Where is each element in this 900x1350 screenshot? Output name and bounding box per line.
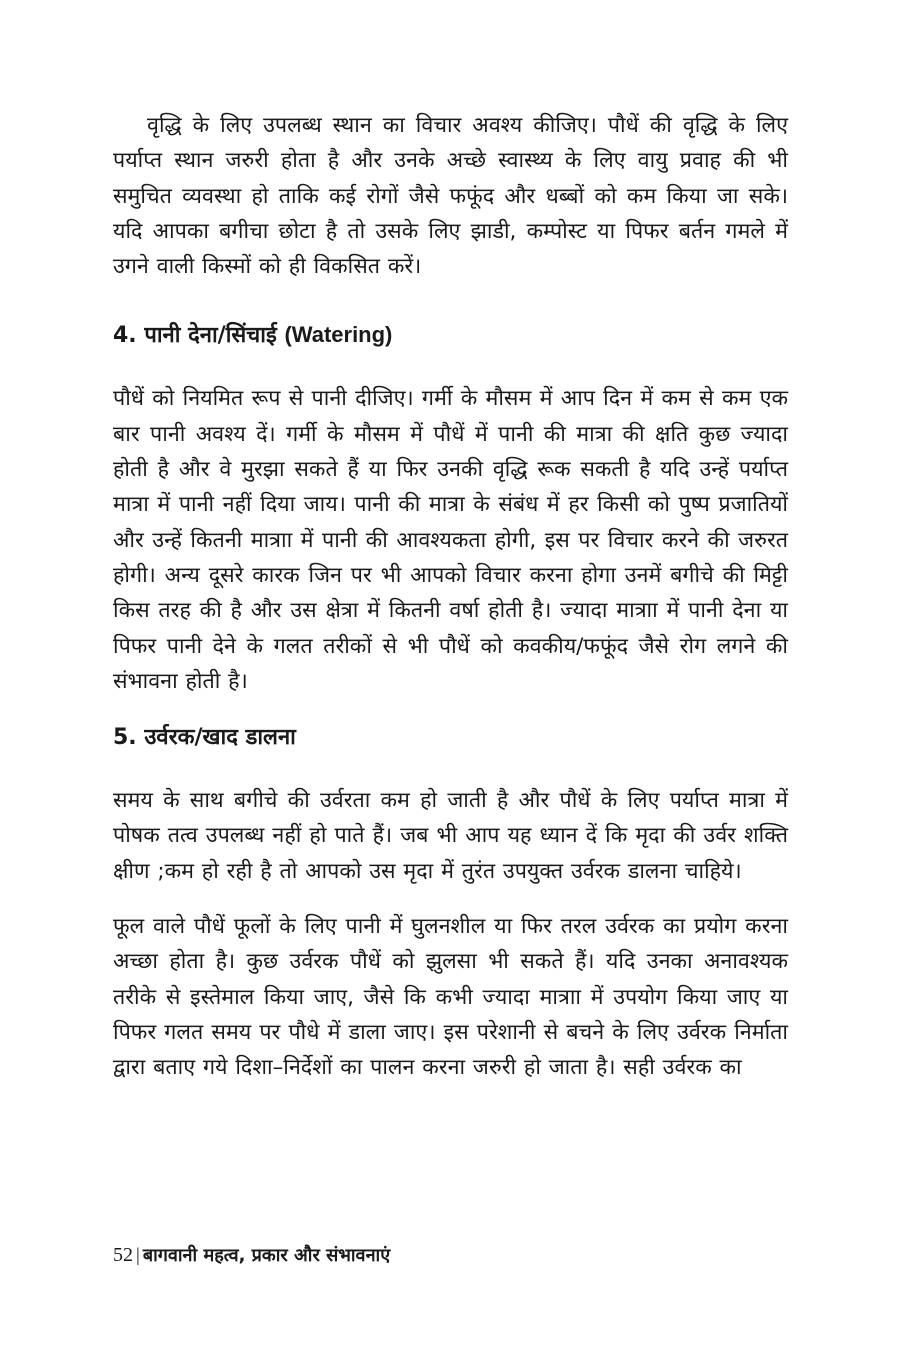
section-heading-fertilizer: 5. उर्वरक/खाद डालना	[113, 725, 296, 751]
book-title: बागवानी महत्व, प्रकार और संभावनाएं	[142, 1245, 391, 1266]
heading-watering-english: (Watering)	[284, 322, 393, 348]
footer-separator: |	[136, 1245, 140, 1266]
page-footer	[113, 1240, 390, 1271]
paragraph-flower-fertilizer: फूल वाले पौधें फूलों के लिए पानी में घुलनशील या फिर तरल उर्वरक का प्रयोग करना अच्छा होता है। कुछ उर्वरक पौधें को झुलसा भी सकते हैं। यदि उनका अनावश्यक तरीके से इस्तेमाल किया जाए, जैसे कि कभी ज्यादा मात्राा में उपयोग किया जाए या पिफर गलत समय पर पौधे में डाला जाए। इस परेशानी से बचने के लिए उर्वरक निर्माता द्वारा बताए गये दिशा–निर्देशों का पालन करना जरुरी हो जाता है। सही उर्वरक का	[113, 914, 788, 1081]
page-number: 52	[113, 1244, 133, 1266]
heading-watering-hindi: 4. पानी देना/सिंचाई	[113, 323, 277, 349]
paragraph-space-for-growth: वृद्धि के लिए उपलब्ध स्थान का विचार अवश्य कीजिए। पौधें की वृद्धि के लिए पर्याप्त स्थान जरुरी होता है और उनके अच्छे स्वास्थ्य के लिए वायु प्रवाह की भी समुचित व्यवस्था हो ताकि कई रोगों जैसे फफूंद और धब्बों को कम किया जा सके। यदि आपका बगीचा छोटा है तो उसके लिए झाडी, कम्पोस्ट या पिफर बर्तन गमले में उगने वाली किस्मों को ही विकसित करें।	[113, 113, 788, 280]
paragraph-watering: पौधें को नियमित रूप से पानी दीजिए। गर्मी के मौसम में आप दिन में कम से कम एक बार पानी अवश्य दें। गर्मी के मौसम में पौधें में पानी की मात्रा की क्षति कुछ ज्यादा होती है और वे मुरझा सकते हैं या फिर उनकी वृद्धि रूक सकती है यदि उन्हें पर्याप्त मात्रा में पानी नहीं दिया जाय। पानी की मात्रा के संबंध में हर किसी को पुष्प प्रजातियों और उन्हें कितनी मात्राा में पानी की आवश्यकता होगी, इस पर विचार करने की जरुरत होगी। अन्य दूसरे कारक जिन पर भी आपको विचार करना होगा उनमें बगीचे की मिट्टी किस तरह की है और उस क्षेत्रा में कितनी वर्षा होती है। ज्यादा मात्राा में पानी देना या पिफर पानी देने के गलत तरीकों से भी पौधें को कवकीय/फफूंद जैसे रोग लगने की संभावना होती है।	[113, 386, 788, 694]
section-heading-watering	[113, 318, 788, 353]
page-content	[113, 108, 788, 1086]
paragraph-soil-fertility: समय के साथ बगीचे की उर्वरता कम हो जाती है और पौधें के लिए पर्याप्त मात्रा में पोषक तत्व उपलब्ध नहीं हो पाते हैं। जब भी आप यह ध्यान दें कि मृदा की उर्वर शक्ति क्षीण ;कम हो रही है तो आपको उस मृदा में तुरंत उपयुक्त उर्वरक डालना चाहिये।	[113, 788, 788, 884]
